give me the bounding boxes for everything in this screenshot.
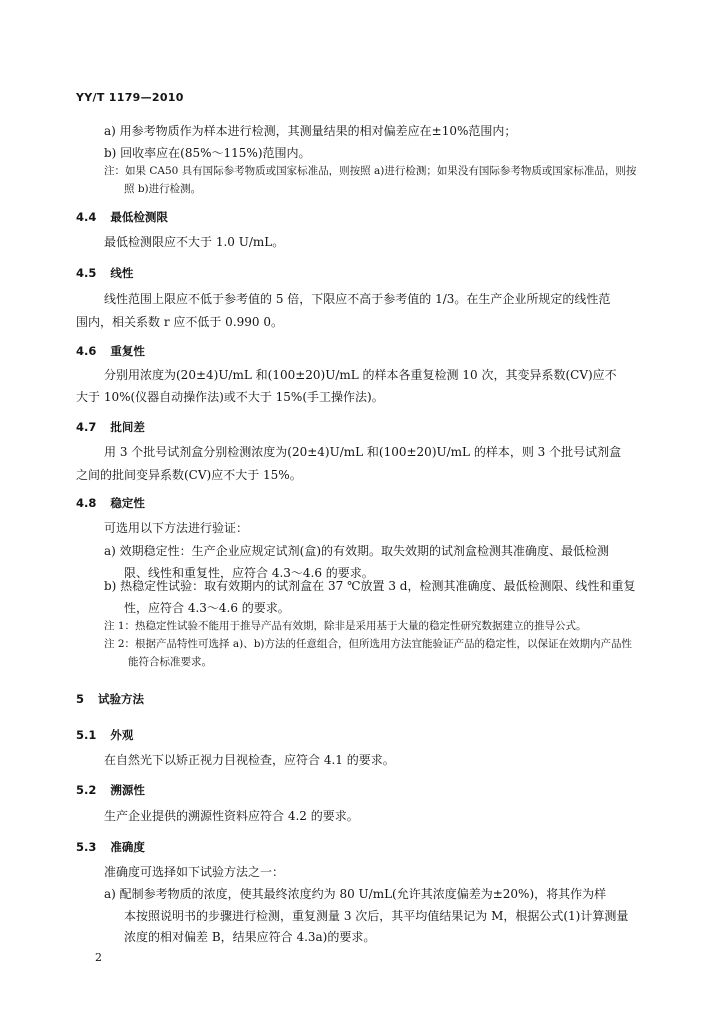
standard-code-header: YY/T 1179—2010 [76, 91, 184, 104]
paragraph: 在自然光下以矫正视力目视检查，应符合 4.1 的要求。 [104, 753, 395, 767]
section-heading-4-5 [76, 265, 133, 281]
section-heading-4-6 [76, 343, 145, 359]
paragraph: 线性范围上限应不低于参考值的 5 倍，下限应不高于参考值的 1/3。在生产企业所规定的线性范 [104, 292, 611, 306]
section-heading-4-7 [76, 419, 145, 435]
section-number: 5 [76, 692, 85, 706]
paragraph: 生产企业提供的溯源性资料应符合 4.2 的要求。 [104, 809, 359, 823]
section-number: 4.8 [76, 496, 97, 510]
page-number: 2 [95, 951, 102, 964]
section-number: 5.2 [76, 783, 97, 797]
section-title: 批间差 [110, 420, 145, 434]
section-title: 重复性 [110, 344, 145, 358]
section-number: 4.6 [76, 344, 97, 358]
list-item-b: b) 回收率应在(85%～115%)范围内。 [104, 146, 311, 160]
list-item-a-continued: 限、线性和重复性，应符合 4.3～4.6 的要求。 [124, 566, 374, 580]
list-item-a-continued: 本按照说明书的步骤进行检测，重复测量 3 次后，其平均值结果记为 M，根据公式(1)计算测量 [124, 909, 629, 923]
note-line: 注：如果 CA50 具有国际参考物质或国家标准品，则按照 a)进行检测；如果没有国际参考物质或国家标准品，则按 [104, 165, 637, 177]
paragraph: 准确度可选择如下试验方法之一： [104, 865, 285, 879]
paragraph: 分别用浓度为(20±4)U/mL 和(100±20)U/mL 的样本各重复检测 10 次，其变异系数(CV)应不 [104, 368, 617, 382]
section-title: 溯源性 [110, 783, 145, 797]
section-title: 稳定性 [110, 496, 145, 510]
list-item-a: a) 用参考物质作为样本进行检测，其测量结果的相对偏差应在±10%范围内； [104, 124, 517, 138]
note-2: 注 2：根据产品特性可选择 a)、b)方法的任意组合，但所选用方法宜能验证产品的稳定性，以保证在效期内产品性 [104, 638, 633, 650]
section-heading-5-2 [76, 782, 145, 798]
section-title: 准确度 [110, 840, 145, 854]
section-number: 5.1 [76, 728, 97, 742]
list-item-a: a) 效期稳定性：生产企业应规定试剂(盒)的有效期。取失效期的试剂盒检测其准确度、最低检测 [104, 544, 610, 558]
section-number: 4.4 [76, 210, 97, 224]
section-heading-5 [76, 691, 144, 707]
list-item-b: b) 热稳定性试验：取有效期内的试剂盒在 37 ℃放置 3 d，检测其准确度、最低检测限、线性和重复 [104, 579, 636, 593]
section-heading-5-1 [76, 727, 133, 743]
note-line: 照 b)进行检测。 [124, 183, 202, 195]
list-item-a: a) 配制参考物质的浓度，使其最终浓度约为 80 U/mL(允许其浓度偏差为±20%)，将其作为样 [104, 887, 607, 901]
paragraph: 围内，相关系数 r 应不低于 0.990 0。 [76, 315, 283, 329]
paragraph: 大于 10%(仪器自动操作法)或不大于 15%(手工操作法)。 [76, 390, 384, 404]
section-title: 外观 [110, 728, 134, 742]
note-2-continued: 能符合标准要求。 [128, 656, 212, 668]
section-heading-4-4 [76, 209, 168, 225]
section-heading-5-3 [76, 839, 145, 855]
list-item-b-continued: 性，应符合 4.3～4.6 的要求。 [124, 601, 290, 615]
section-title: 线性 [110, 266, 134, 280]
paragraph: 之间的批间变异系数(CV)应不大于 15%。 [76, 468, 302, 482]
section-number: 5.3 [76, 840, 97, 854]
note-1: 注 1：热稳定性试验不能用于推导产品有效期，除非是采用基于大量的稳定性研究数据建立的推导公式。 [104, 620, 587, 632]
section-title: 试验方法 [98, 692, 145, 706]
paragraph: 可选用以下方法进行验证： [104, 521, 249, 535]
section-title: 最低检测限 [110, 210, 168, 224]
section-heading-4-8 [76, 495, 145, 511]
list-item-a-continued: 浓度的相对偏差 B，结果应符合 4.3a)的要求。 [124, 930, 376, 944]
section-number: 4.5 [76, 266, 97, 280]
section-number: 4.7 [76, 420, 97, 434]
paragraph: 最低检测限应不大于 1.0 U/mL。 [104, 235, 285, 249]
paragraph: 用 3 个批号试剂盒分别检测浓度为(20±4)U/mL 和(100±20)U/mL 的样本，则 3 个批号试剂盒 [104, 445, 622, 459]
